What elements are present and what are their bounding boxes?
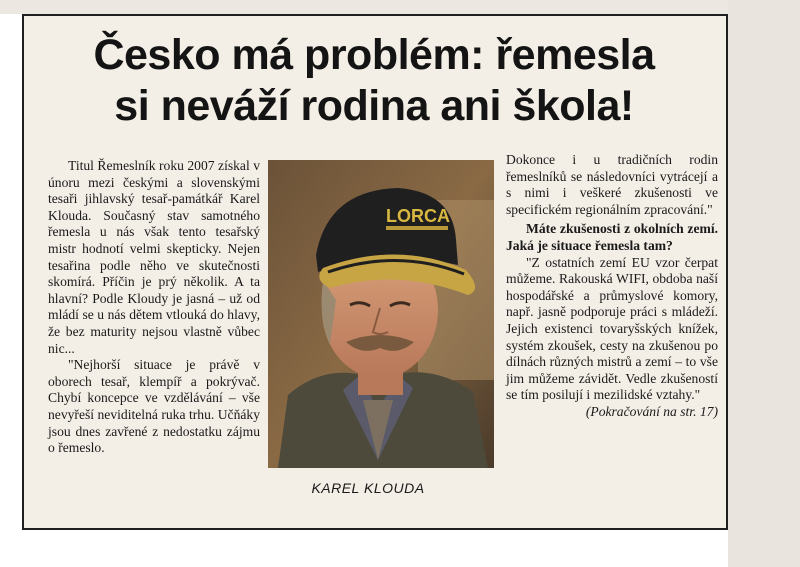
scan-margin-right bbox=[728, 0, 800, 567]
interview-question: Máte zkušenosti z okolních zemí. Jaká je situace řemesla tam? bbox=[506, 221, 718, 253]
paragraph-answer: "Z ostatních zemí EU vzor čerpat můžeme. Rakouská WIFI, obdoba naší hospodářské a průmyslové komory, např. jasně podporuje práci s mládeží. Jejich existenci tovaryšských knížek, systém zkoušek, cesty na zkušenou po dílnách různých mistrů a zemí – to vše jim můžeme závidět. Vedle zkušeností se tím posilují i mezilidské vztahy." bbox=[506, 254, 718, 403]
portrait-illustration bbox=[268, 160, 494, 468]
headline-line-2: si neváží rodina ani škola! bbox=[114, 82, 634, 130]
paragraph-continuation: Dokonce i u tradičních rodin řemeslníků se následovníci vytrácejí a s nimi i veškeré zkušenosti ve specifickém regionálním zpracování." bbox=[506, 152, 718, 217]
photo-caption: KAREL KLOUDA bbox=[311, 480, 425, 496]
continuation-note: (Pokračování na str. 17) bbox=[585, 403, 718, 419]
paragraph-quote-1: "Nejhorší situace je právě v oborech tesař, klempíř a pokrývač. Chybí koncepce ve vzdělávání – vše nevyřeší neviditelná ruka trhu. Učňáky jsou dnes zavřené z nedostatku zájmu o řemeslo. bbox=[48, 357, 260, 456]
scan-margin-top bbox=[0, 0, 800, 14]
headline-line-1: Česko má problém: řemesla bbox=[93, 31, 655, 79]
paragraph-intro: Titul Řemeslník roku 2007 získal v únoru mezi českými a slovenskými tesaři jihlavský tesař-památkář Karel Klouda. Současný stav samotného řemesla u nás však tento tesařský mistr hodnotí velmi skepticky. Nejen tesařina podle něho ve skutečnosti skomírá. Příčin je prý několik. A ta hlavní? Podle Kloudy je jasná – už od mládí se u nás dětem vtlouká do hlavy, že bez maturity nejsou vlastně vůbec nic... bbox=[48, 158, 260, 356]
headline bbox=[44, 30, 704, 132]
text-column-left bbox=[48, 158, 260, 457]
text-column-right bbox=[506, 152, 718, 421]
cap-logo-text: LORCA bbox=[386, 206, 450, 226]
portrait-photo bbox=[268, 160, 494, 468]
